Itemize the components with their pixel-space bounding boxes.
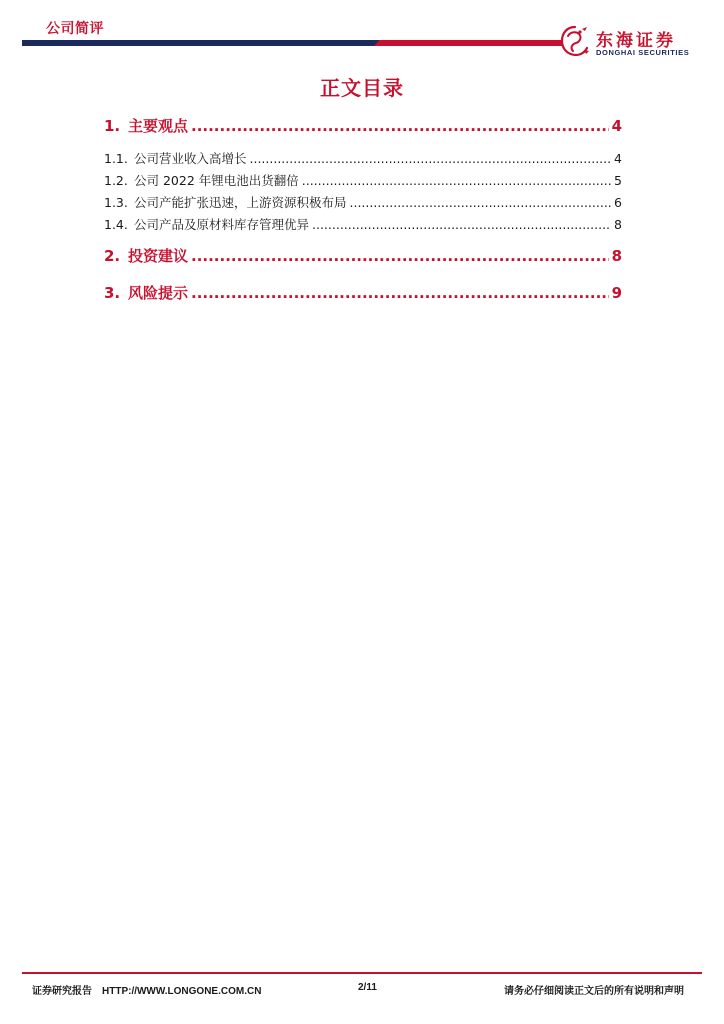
logo-chinese-name: 东海证券 xyxy=(596,31,676,51)
toc-entry-battery-shipments[interactable] xyxy=(104,171,622,189)
toc-entry-page: 6 xyxy=(614,195,622,210)
toc-dot-leader xyxy=(350,195,612,210)
toc-title: 正文目录 xyxy=(320,76,404,100)
toc-entry-risk-warning[interactable] xyxy=(104,282,622,303)
toc-entry-label: 风险提示 xyxy=(128,284,189,302)
toc-entry-label: 公司产能扩张迅速，上游资源积极布局 xyxy=(134,195,347,210)
report-category-tag: 公司简评 xyxy=(46,21,104,37)
footer-page-indicator: 2/11 xyxy=(358,982,377,993)
toc-dot-leader xyxy=(312,217,611,232)
toc-entry-page: 5 xyxy=(614,173,622,188)
toc-entry-inventory-management[interactable] xyxy=(104,215,622,233)
toc-entry-number: 1.1. xyxy=(104,151,128,166)
dragon-logo-icon xyxy=(558,24,592,58)
header-bar-navy-segment xyxy=(22,40,402,46)
toc-entry-number: 1. xyxy=(104,117,121,135)
page-footer xyxy=(32,982,692,996)
toc-entry-page: 8 xyxy=(614,217,622,232)
toc-entry-number: 1.3. xyxy=(104,195,128,210)
toc-dot-leader xyxy=(302,173,611,188)
footer-divider xyxy=(22,972,702,974)
company-logo xyxy=(558,22,688,62)
toc-entry-number: 3. xyxy=(104,284,121,302)
toc-entry-page: 4 xyxy=(611,117,622,135)
header-bar-red-segment xyxy=(374,40,562,46)
toc-entry-page: 4 xyxy=(614,151,622,166)
toc-entry-number: 2. xyxy=(104,247,121,265)
toc-entry-label: 投资建议 xyxy=(128,247,189,265)
toc-entry-label: 公司营业收入高增长 xyxy=(134,151,247,166)
toc-entry-page: 9 xyxy=(611,284,622,302)
toc-entry-main-viewpoints[interactable] xyxy=(104,115,622,136)
toc-entry-investment-advice[interactable] xyxy=(104,245,622,266)
toc-entry-label: 公司产品及原材料库存管理优异 xyxy=(134,217,310,232)
toc-dot-leader xyxy=(191,284,609,302)
toc-entry-page: 8 xyxy=(611,247,622,265)
toc-entry-revenue-growth[interactable] xyxy=(104,149,622,167)
toc-entry-capacity-expansion[interactable] xyxy=(104,193,622,211)
toc-dot-leader xyxy=(191,247,609,265)
footer-website-link[interactable]: HTTP://WWW.LONGONE.COM.CN xyxy=(102,986,262,997)
footer-report-type: 证券研究报告 xyxy=(32,986,92,997)
footer-disclaimer: 请务必仔细阅读正文后的所有说明和声明 xyxy=(504,986,684,997)
toc-entry-number: 1.2. xyxy=(104,173,128,188)
footer-left xyxy=(32,982,261,997)
header-divider-bar xyxy=(22,40,562,46)
toc-entry-number: 1.4. xyxy=(104,217,128,232)
toc-entry-label: 主要观点 xyxy=(128,117,189,135)
toc-dot-leader xyxy=(250,151,612,166)
toc-entry-label: 公司 2022 年锂电池出货翻倍 xyxy=(134,173,299,188)
toc-dot-leader xyxy=(191,117,609,135)
logo-english-name: DONGHAI SECURITIES xyxy=(596,48,690,57)
